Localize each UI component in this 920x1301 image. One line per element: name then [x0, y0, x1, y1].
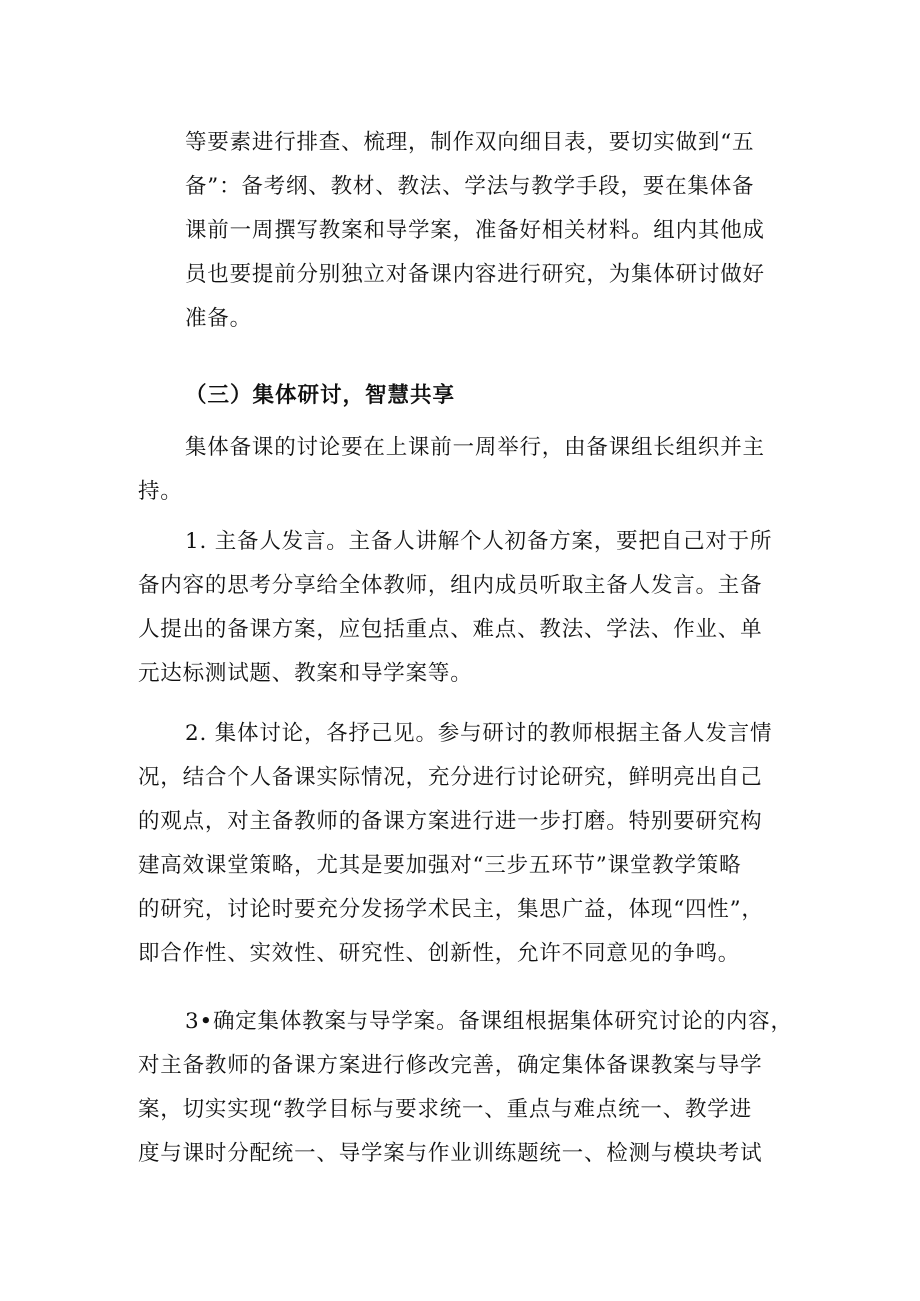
- continued-paragraph: [138, 121, 798, 341]
- item-2-paragraph: [138, 712, 798, 976]
- paragraph-line: 案，切实实现“教学目标与要求统一、重点与难点统一、教学进: [138, 1097, 752, 1122]
- paragraph-line: 对主备教师的备课方案进行修改完善，确定集体备课教案与导学: [138, 1053, 763, 1078]
- paragraph-line: 持。: [138, 479, 183, 504]
- paragraph-line: 即合作性、实效性、研究性、创新性，允许不同意见的争鸣。: [138, 941, 741, 966]
- paragraph-line: 2. 集体讨论，各抒己见。参与研讨的教师根据主备人发言情: [185, 721, 773, 746]
- paragraph-line: 人提出的备课方案，应包括重点、难点、教法、学法、作业、单: [138, 617, 763, 642]
- paragraph-line: 1. 主备人发言。主备人讲解个人初备方案，要把自己对于所: [185, 529, 773, 554]
- item-1-paragraph: [138, 520, 798, 696]
- paragraph-line: 的观点，对主备教师的备课方案进行进一步打磨。特别要研究构: [138, 809, 763, 834]
- paragraph-line: 的研究，讨论时要充分发扬学术民主，集思广益，体现“四性”，: [138, 897, 764, 922]
- section-heading: （三）集体研讨，智慧共享: [185, 383, 456, 408]
- paragraph-line: 建高效课堂策略，尤其是要加强对“三步五环节”课堂教学策略: [138, 853, 742, 878]
- paragraph-line: 元达标测试题、教案和导学案等。: [138, 661, 473, 686]
- paragraph-line: 集体备课的讨论要在上课前一周举行，由备课组长组织并主: [185, 435, 765, 460]
- paragraph-line: 度与课时分配统一、导学案与作业训练题统一、检测与模块考试: [138, 1141, 763, 1166]
- paragraph-line: 备内容的思考分享给全体教师，组内成员听取主备人发言。主备: [138, 573, 763, 598]
- paragraph-line: 员也要提前分别独立对备课内容进行研究，为集体研讨做好: [185, 262, 765, 287]
- paragraph-line: 备”：备考纲、教材、教法、学法与教学手段，要在集体备: [185, 174, 755, 199]
- paragraph-line: 等要素进行排查、梳理，制作双向细目表，要切实做到“五: [185, 130, 755, 155]
- paragraph-line: 准备。: [185, 306, 252, 331]
- paragraph-line: 况，结合个人备课实际情况，充分进行讨论研究，鲜明亮出自己: [138, 765, 763, 790]
- item-3-paragraph: [138, 1000, 798, 1176]
- paragraph-line: 课前一周撰写教案和导学案，准备好相关材料。组内其他成: [185, 218, 765, 243]
- paragraph-line: 3•确定集体教案与导学案。备课组根据集体研究讨论的内容，: [185, 1009, 793, 1034]
- intro-paragraph: [138, 426, 798, 514]
